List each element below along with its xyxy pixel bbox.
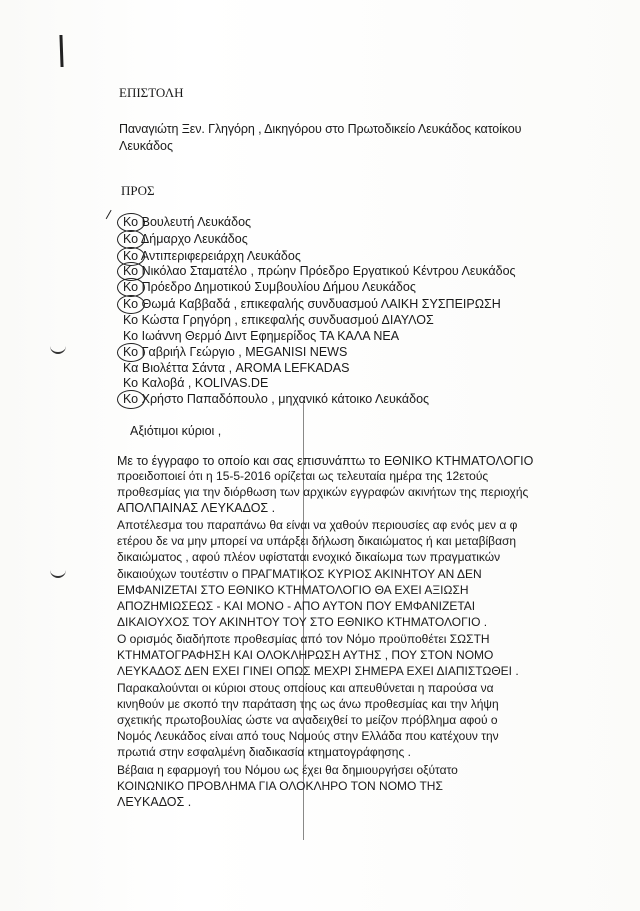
recipient-item: Κο Βουλευτή Λευκάδος	[123, 215, 252, 229]
punch-hole-mark	[50, 568, 66, 578]
recipient-item: Κο Χρήστο Παπαδόπουλο , μηχανικό κάτοικο Λευκάδος	[123, 392, 430, 406]
greeting: Αξιότιμοι κύριοι ,	[130, 424, 222, 438]
body-line: προειδοποιεί ότι η 15-5-2016 ορίζεται ως τελευταία ημέρα της 12ετούς	[117, 469, 489, 483]
recipient-item: Κο Καλοβά , KOLIVAS.DE	[123, 376, 269, 390]
recipient-item: Κο Αντιπεριφερειάρχη Λευκάδος	[123, 249, 301, 263]
handwritten-circle-mark	[117, 343, 145, 362]
letter-title: ΕΠΙΣΤΟΛΗ	[119, 85, 184, 100]
recipient-item: Κο Δήμαρχο Λευκάδος	[123, 232, 248, 246]
body-line: Ο ορισμός διαδήποτε προθεσμίας από τον Νόμο προϋποθέτει ΣΩΣΤΗ	[117, 632, 490, 646]
author-line-2: Λευκάδος	[119, 139, 174, 153]
author-line-1: Παναγιώτη Ξεν. Γληγόρη , Δικηγόρου στο Πρωτοδικείο Λευκάδος κατοίκου	[119, 122, 522, 136]
body-line: ΕΜΦΑΝΙΖΕΤΑΙ ΣΤΟ ΕΘΝΙΚΟ ΚΤΗΜΑΤΟΛΟΓΙΟ ΘΑ ΕΧΕΙ ΑΞΙΩΣΗ	[117, 583, 469, 597]
body-line: Με το έγγραφο το οποίο και σας επισυνάπτω το ΕΘΝΙΚΟ ΚΤΗΜΑΤΟΛΟΓΙΟ	[117, 454, 534, 468]
handwritten-circle-mark	[117, 390, 145, 409]
body-line: ΑΠΟΛΠΑΙΝΑΣ ΛΕΥΚΑΔΟΣ .	[117, 501, 276, 515]
body-line: ΛΕΥΚΑΔΟΣ ΔΕΝ ΕΧΕΙ ΓΙΝΕΙ ΟΠΩΣ ΜΕΧΡΙ ΣΗΜΕΡΑ ΕΧΕΙ ΔΙΑΠΙΣΤΩΘΕΙ .	[117, 664, 519, 678]
body-line: ΔΙΚΑΙΟΥΧΟΣ ΤΟΥ ΑΚΙΝΗΤΟΥ ΤΟΥ ΣΤΟ ΕΘΝΙΚΟ ΚΤΗΜΑΤΟΛΟΓΙΟ .	[117, 615, 488, 629]
punch-hole-mark	[50, 344, 66, 354]
body-line: δικαιούχων τουτέστιν ο ΠΡΑΓΜΑΤΙΚΟΣ ΚΥΡΙΟΣ ΑΚΙΝΗΤΟΥ ΑΝ ΔΕΝ	[117, 567, 482, 581]
body-line: Αποτέλεσμα του παραπάνω θα είναι να χαθούν περιουσίες αφ ενός μεν α φ	[117, 518, 518, 532]
recipient-item: Κα Βιολέττα Σάντα , AROMA LEFKADAS	[123, 361, 350, 375]
recipient-item: Κο Γαβριήλ Γεώργιο , MEGANISI NEWS	[123, 345, 348, 359]
body-line: προθεσμίας για την διόρθωση των αρχικών εγγραφών ακινήτων της περιοχής	[117, 485, 529, 499]
handwritten-arrow-mark	[106, 210, 114, 220]
body-line: ΚΟΙΝΩΝΙΚΟ ΠΡΟΒΛΗΜΑ ΓΙΑ ΟΛΟΚΛΗΡΟ ΤΟΝ ΝΟΜΟ ΤΗΣ	[117, 779, 443, 793]
body-line: Βέβαια η εφαρμογή του Νόμου ως έχει θα δημιουργήσει οξύτατο	[117, 763, 458, 777]
recipient-item: Κο Νικόλαο Σταματέλο , πρώην Πρόεδρο Εργατικού Κέντρου Λευκάδος	[123, 264, 516, 278]
recipient-item: Κο Ιωάννη Θερμό Διντ Εφημερίδος ΤΑ ΚΑΛΑ ΝΕΑ	[123, 329, 400, 343]
handwritten-circle-mark	[117, 295, 145, 314]
recipient-item: Κο Θωμά Καββαδά , επικεφαλής συνδυασμού ΛΑΙΚΗ ΣΥΣΠΕΙΡΩΣΗ	[123, 297, 501, 311]
body-line: δικαιώματος , αφού πλέον υφίσταται ενοχικό δικαίωμα των πραγματικών	[117, 550, 501, 564]
body-line: ΑΠΟΖΗΜΙΩΣΕΩΣ - ΚΑΙ ΜΟΝΟ - ΑΠΟ ΑΥΤΟΝ ΠΟΥ ΕΜΦΑΝΙΖΕΤΑΙ	[117, 599, 476, 613]
body-line: σχετικής πρωτοβουλίας ώστε να αναδειχθεί το μείζον πρόβλημα αφού ο	[117, 713, 498, 727]
handwritten-mark	[59, 35, 63, 67]
body-line: ετέρου δε να μην μπορεί να υπάρξει δήλωση δικαιώματος ή και μεταβίβαση	[117, 534, 517, 548]
recipient-item: Κο Πρόεδρο Δημοτικού Συμβουλίου Δήμου Λευκάδος	[123, 280, 416, 294]
recipient-item: Κο Κώστα Γρηγόρη , επικεφαλής συνδυασμού ΔΙΑΥΛΟΣ	[123, 313, 434, 327]
body-line: πρωτιά στην εσφαλμένη διαδικασία κτηματογράφησης .	[117, 745, 411, 759]
body-line: Νομός Λευκάδος είναι από τους Νομούς στην Ελλάδα που κατέχουν την	[117, 729, 499, 743]
to-label: ΠΡΟΣ	[121, 183, 155, 198]
body-line: ΚΤΗΜΑΤΟΓΡΑΦΗΣΗ ΚΑΙ ΟΛΟΚΛΗΡΩΣΗ ΑΥΤΗΣ , ΠΟΥ ΣΤΟΝ ΝΟΜΟ	[117, 648, 494, 662]
body-line: ΛΕΥΚΑΔΟΣ .	[117, 795, 192, 809]
body-line: κινηθούν με σκοπό την παράταση της ως άνω προθεσμίας και την λήψη	[117, 697, 499, 711]
body-line: Παρακαλούνται οι κύριοι στους οποίους και απευθύνεται η παρούσα να	[117, 681, 494, 695]
